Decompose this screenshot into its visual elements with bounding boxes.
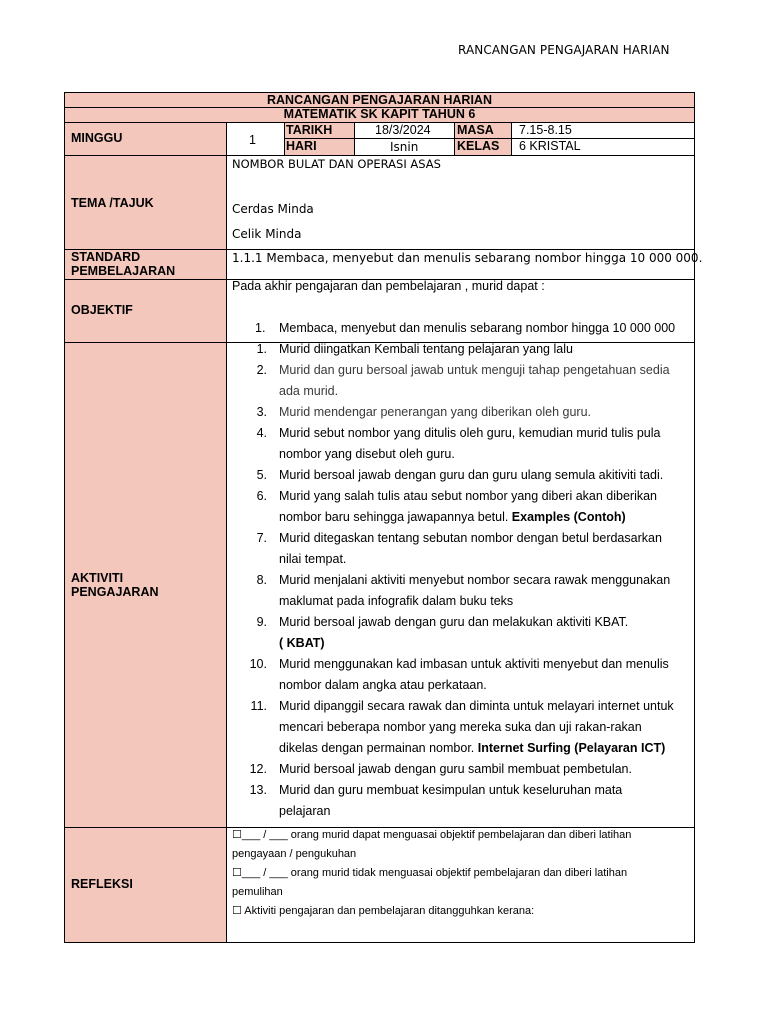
- page-header: RANCANGAN PENGAJARAN HARIAN: [458, 43, 670, 57]
- aktiviti-item-line: Murid dan guru membuat kesimpulan untuk keseluruhan mata: [279, 783, 623, 797]
- standard-label-1: STANDARD: [71, 250, 141, 264]
- refleksi-line3: ☐___ / ___ orang murid tidak menguasai objektif pembelajaran dan diberi latihan: [232, 867, 628, 879]
- standard-value: 1.1.1 Membaca, menyebut dan menulis sebarang nombor hingga 10 000 000.: [232, 251, 703, 265]
- refleksi-line4: pemulihan: [232, 886, 283, 898]
- aktiviti-item-line: nombor yang disebut oleh guru.: [279, 447, 455, 461]
- aktiviti-item-highlight: Internet Surfing (Pelayaran ICT): [474, 741, 666, 755]
- aktiviti-item-line: ada murid.: [279, 384, 339, 398]
- aktiviti-item-number: 3.: [256, 405, 267, 419]
- aktiviti-item: [230, 360, 690, 402]
- hari-value: Isnin: [390, 140, 419, 154]
- aktiviti-item-line: mencari beberapa nombor yang mereka suka dan uji rakan-rakan: [279, 720, 642, 734]
- objektif-item-num: 1.: [255, 321, 266, 335]
- aktiviti-item: [230, 696, 690, 759]
- aktiviti-item: [230, 465, 690, 486]
- refleksi-line5: ☐ Aktiviti pengajaran dan pembelajaran ditangguhkan kerana:: [232, 905, 535, 917]
- objektif-label: OBJEKTIF: [71, 303, 133, 317]
- aktiviti-item: [230, 780, 690, 822]
- aktiviti-item-line: Murid ditegaskan tentang sebutan nombor dengan betul berdasarkan: [279, 531, 662, 545]
- minggu-value: 1: [249, 133, 256, 147]
- tarikh-value: 18/3/2024: [375, 123, 431, 137]
- aktiviti-item: [230, 402, 690, 423]
- aktiviti-item-number: 12.: [249, 762, 267, 776]
- aktiviti-item: [230, 486, 690, 528]
- objektif-item: Membaca, menyebut dan menulis sebarang nombor hingga 10 000 000: [279, 321, 676, 335]
- standard-label-2: PEMBELAJARAN: [71, 264, 176, 278]
- aktiviti-item-number: 5.: [256, 468, 267, 482]
- title-line1: RANCANGAN PENGAJARAN HARIAN: [266, 93, 492, 107]
- aktiviti-item-number: 2.: [256, 363, 267, 377]
- aktiviti-item: [230, 423, 690, 465]
- aktiviti-item-line: nombor dalam angka atau perkataan.: [279, 678, 487, 692]
- refleksi-label: REFLEKSI: [71, 877, 133, 891]
- aktiviti-item-highlight: ( KBAT): [279, 636, 325, 650]
- aktiviti-item-line: Murid dan guru bersoal jawab untuk menguji tahap pengetahuan sedia: [279, 363, 670, 377]
- aktiviti-item-line: Murid yang salah tulis atau sebut nombor yang diberi akan diberikan: [279, 489, 658, 503]
- aktiviti-item: [230, 570, 690, 612]
- aktiviti-list: [230, 339, 690, 822]
- aktiviti-item: [230, 528, 690, 570]
- hari-label: HARI: [286, 139, 317, 153]
- aktiviti-item-number: 11.: [250, 699, 267, 713]
- aktiviti-item-number: 4.: [256, 426, 267, 440]
- masa-value: 7.15-8.15: [519, 123, 572, 137]
- aktiviti-item-number: 10.: [249, 657, 267, 671]
- aktiviti-item: [230, 654, 690, 696]
- aktiviti-item-line: Murid menjalani aktiviti menyebut nombor secara rawak menggunakan: [279, 573, 671, 587]
- aktiviti-item-line: Murid menggunakan kad imbasan untuk aktiviti menyebut dan menulis: [279, 657, 669, 671]
- aktiviti-item-line: Murid sebut nombor yang ditulis oleh guru, kemudian murid tulis pula: [279, 426, 661, 440]
- aktiviti-item-number: 13.: [249, 783, 267, 797]
- refleksi-line2: pengayaan / pengukuhan: [232, 848, 357, 860]
- aktiviti-item: [230, 339, 690, 360]
- aktiviti-item-highlight: Examples (Contoh): [508, 510, 626, 524]
- aktiviti-item: [230, 612, 690, 654]
- aktiviti-item-line: Murid bersoal jawab dengan guru sambil membuat pembetulan.: [279, 762, 632, 776]
- aktiviti-item-number: 9.: [256, 615, 267, 629]
- aktiviti-item-number: 6.: [256, 489, 267, 503]
- label-column: [65, 123, 226, 942]
- aktiviti-item-line: dikelas dengan permainan nombor. Internet Surfing (Pelayaran ICT): [279, 741, 666, 755]
- aktiviti-item-line: Murid dipanggil secara rawak dan diminta untuk melayari internet untuk: [279, 699, 674, 713]
- kelas-value: 6 KRISTAL: [519, 139, 581, 153]
- tema-celik-minda: Celik Minda: [232, 227, 302, 241]
- aktiviti-item-line: nilai tempat.: [279, 552, 347, 566]
- aktiviti-item-line: Murid bersoal jawab dengan guru dan guru ulang semula akitiviti tadi.: [279, 468, 664, 482]
- objektif-intro: Pada akhir pengajaran dan pembelajaran , murid dapat :: [232, 279, 545, 293]
- aktiviti-item: [230, 759, 690, 780]
- aktiviti-item-number: 1.: [256, 342, 267, 356]
- aktiviti-item-number: 7.: [256, 531, 267, 545]
- aktiviti-item-line: maklumat pada infografik dalam buku teks: [279, 594, 514, 608]
- refleksi-line1: ☐___ / ___ orang murid dapat menguasai objektif pembelajaran dan diberi latihan: [232, 829, 632, 841]
- tema-cerdas-minda: Cerdas Minda: [232, 202, 314, 216]
- tema-topic: NOMBOR BULAT DAN OPERASI ASAS: [232, 157, 441, 171]
- kelas-label: KELAS: [457, 139, 500, 153]
- aktiviti-item-line: nombor baru sehingga jawapannya betul. Examples (Contoh): [279, 510, 626, 524]
- minggu-label: MINGGU: [71, 131, 123, 145]
- title-line2: MATEMATIK SK KAPIT TAHUN 6: [283, 107, 476, 121]
- aktiviti-item-line: Murid diingatkan Kembali tentang pelajaran yang lalu: [279, 342, 573, 356]
- tema-label: TEMA /TAJUK: [71, 196, 154, 210]
- aktiviti-item-line: Murid mendengar penerangan yang diberikan oleh guru.: [279, 405, 592, 419]
- tarikh-label: TARIKH: [286, 123, 333, 137]
- aktiviti-item-line: pelajaran: [279, 804, 331, 818]
- aktiviti-label-1: AKTIVITI: [71, 571, 124, 585]
- aktiviti-label-2: PENGAJARAN: [71, 585, 159, 599]
- aktiviti-item-number: 8.: [256, 573, 267, 587]
- aktiviti-item-line: Murid bersoal jawab dengan guru dan melakukan aktiviti KBAT.: [279, 615, 629, 629]
- masa-label: MASA: [457, 123, 494, 137]
